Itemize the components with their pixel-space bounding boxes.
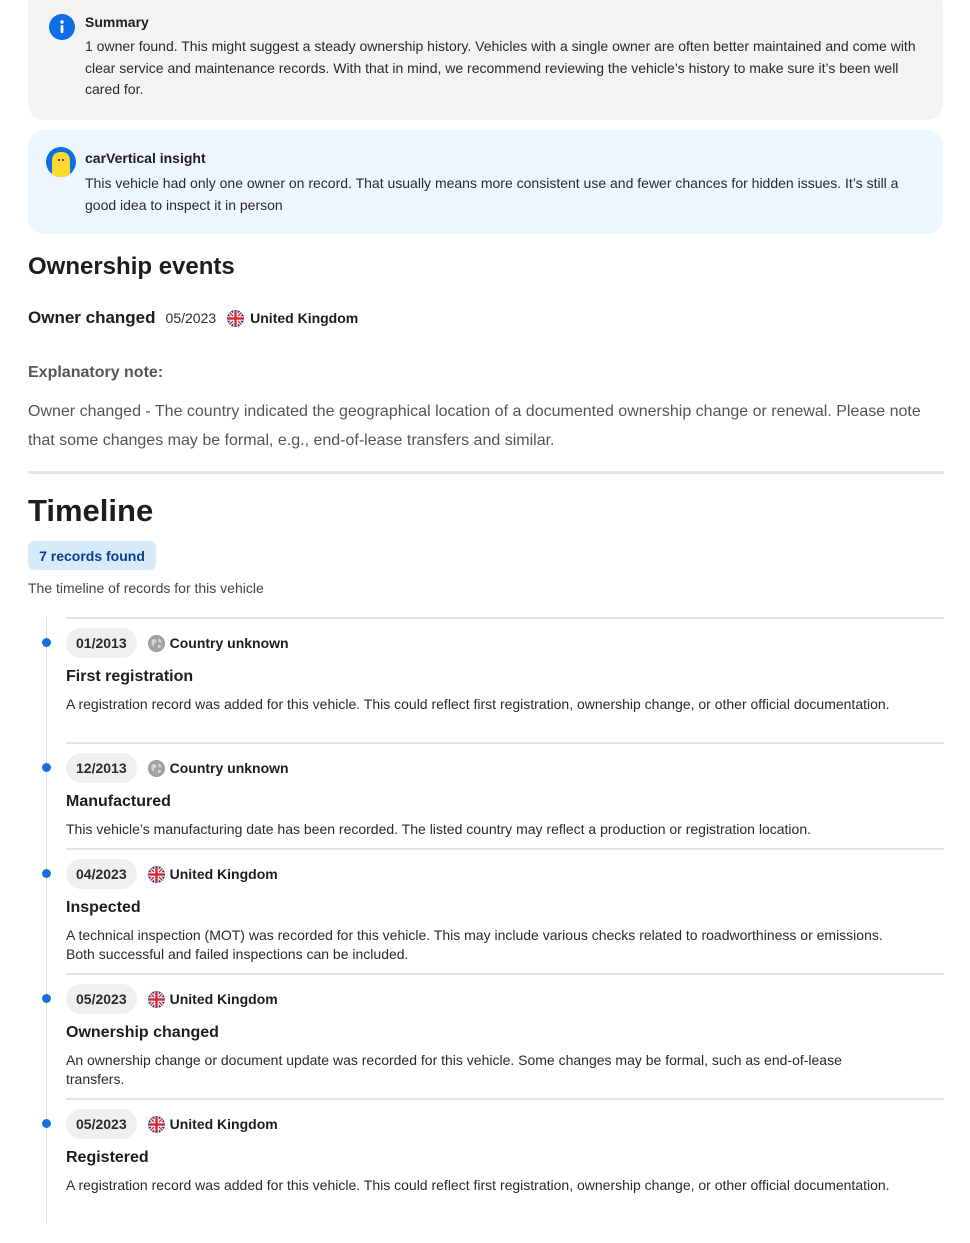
timeline-country: Country unknown xyxy=(169,760,289,776)
timeline-date: 05/2023 xyxy=(66,984,137,1014)
timeline-description: A technical inspection (MOT) was recorded for this vehicle. This may include various checks related to roadworthiness or emissions. Both successful and failed inspections can be included. xyxy=(66,927,883,962)
timeline-title: Inspected xyxy=(66,899,141,916)
timeline-item xyxy=(66,742,944,848)
insight-title: carVertical insight xyxy=(85,150,206,166)
timeline-heading: Timeline xyxy=(28,493,154,528)
carvertical-mascot-icon xyxy=(46,147,76,177)
timeline-date: 12/2013 xyxy=(66,753,137,783)
timeline-country: United Kingdom xyxy=(169,866,278,882)
ownership-event-country: United Kingdom xyxy=(250,310,359,326)
timeline-item xyxy=(66,848,944,973)
uk-flag-icon xyxy=(227,310,244,327)
ownership-heading: Ownership events xyxy=(28,253,235,280)
timeline-date: 01/2013 xyxy=(66,628,137,658)
timeline-title: First registration xyxy=(66,668,194,685)
summary-card xyxy=(28,0,943,120)
explanatory-note-text: Owner changed - The country indicated the geographical location of a documented ownership change or renewal. Please note that some changes may be formal, e.g., end-of-lease transfers and similar. xyxy=(28,403,921,449)
summary-text: 1 owner found. This might suggest a steady ownership history. Vehicles with a single owner are often better maintained and come with clear service and maintenance records. With that in mind, we recommend reviewing the vehicle’s history to make sure it’s been well cared for. xyxy=(85,38,916,97)
insight-text: This vehicle had only one owner on record. That usually means more consistent use and fewer chances for hidden issues. It’s still a good idea to inspect it in person xyxy=(85,175,899,213)
timeline-item xyxy=(66,1098,944,1223)
timeline-dot xyxy=(42,763,51,772)
timeline-country: United Kingdom xyxy=(169,991,278,1007)
timeline-description: This vehicle’s manufacturing date has been recorded. The listed country may reflect a production or registration location. xyxy=(66,821,811,837)
timeline-date: 04/2023 xyxy=(66,859,137,889)
records-count-badge: 7 records found xyxy=(28,541,156,570)
timeline-title: Registered xyxy=(66,1149,149,1166)
info-icon xyxy=(49,14,75,40)
timeline-item xyxy=(66,973,944,1098)
timeline-country: United Kingdom xyxy=(169,1116,278,1132)
timeline-dot xyxy=(42,994,51,1003)
uk-flag-icon xyxy=(148,991,165,1008)
ownership-event-date: 05/2023 xyxy=(165,310,217,326)
globe-icon xyxy=(148,635,165,652)
ownership-event-row xyxy=(28,307,358,329)
timeline-description: A registration record was added for this vehicle. This could reflect first registration, ownership change, or other official documentation. xyxy=(66,1177,890,1193)
timeline-date: 05/2023 xyxy=(66,1109,137,1139)
timeline-line xyxy=(46,617,47,1223)
timeline-item xyxy=(66,617,944,742)
timeline-country: Country unknown xyxy=(169,635,289,651)
insight-card xyxy=(28,130,943,234)
timeline-description: A registration record was added for this vehicle. This could reflect first registration, ownership change, or other official documentation. xyxy=(66,696,890,712)
timeline-description: An ownership change or document update was recorded for this vehicle. Some changes may be formal, such as end-of-lease transfers. xyxy=(66,1052,842,1087)
timeline-list xyxy=(28,617,944,1223)
timeline-dot xyxy=(42,869,51,878)
uk-flag-icon xyxy=(148,1116,165,1133)
ownership-event-label: Owner changed xyxy=(28,308,156,327)
uk-flag-icon xyxy=(148,866,165,883)
timeline-title: Ownership changed xyxy=(66,1024,219,1041)
timeline-subtitle: The timeline of records for this vehicle xyxy=(28,580,264,596)
timeline-title: Manufactured xyxy=(66,793,171,810)
globe-icon xyxy=(148,760,165,777)
explanatory-note-title: Explanatory note: xyxy=(28,364,164,381)
summary-title: Summary xyxy=(85,14,149,30)
section-divider xyxy=(28,471,944,474)
timeline-dot xyxy=(42,1119,51,1128)
timeline-dot xyxy=(42,638,51,647)
